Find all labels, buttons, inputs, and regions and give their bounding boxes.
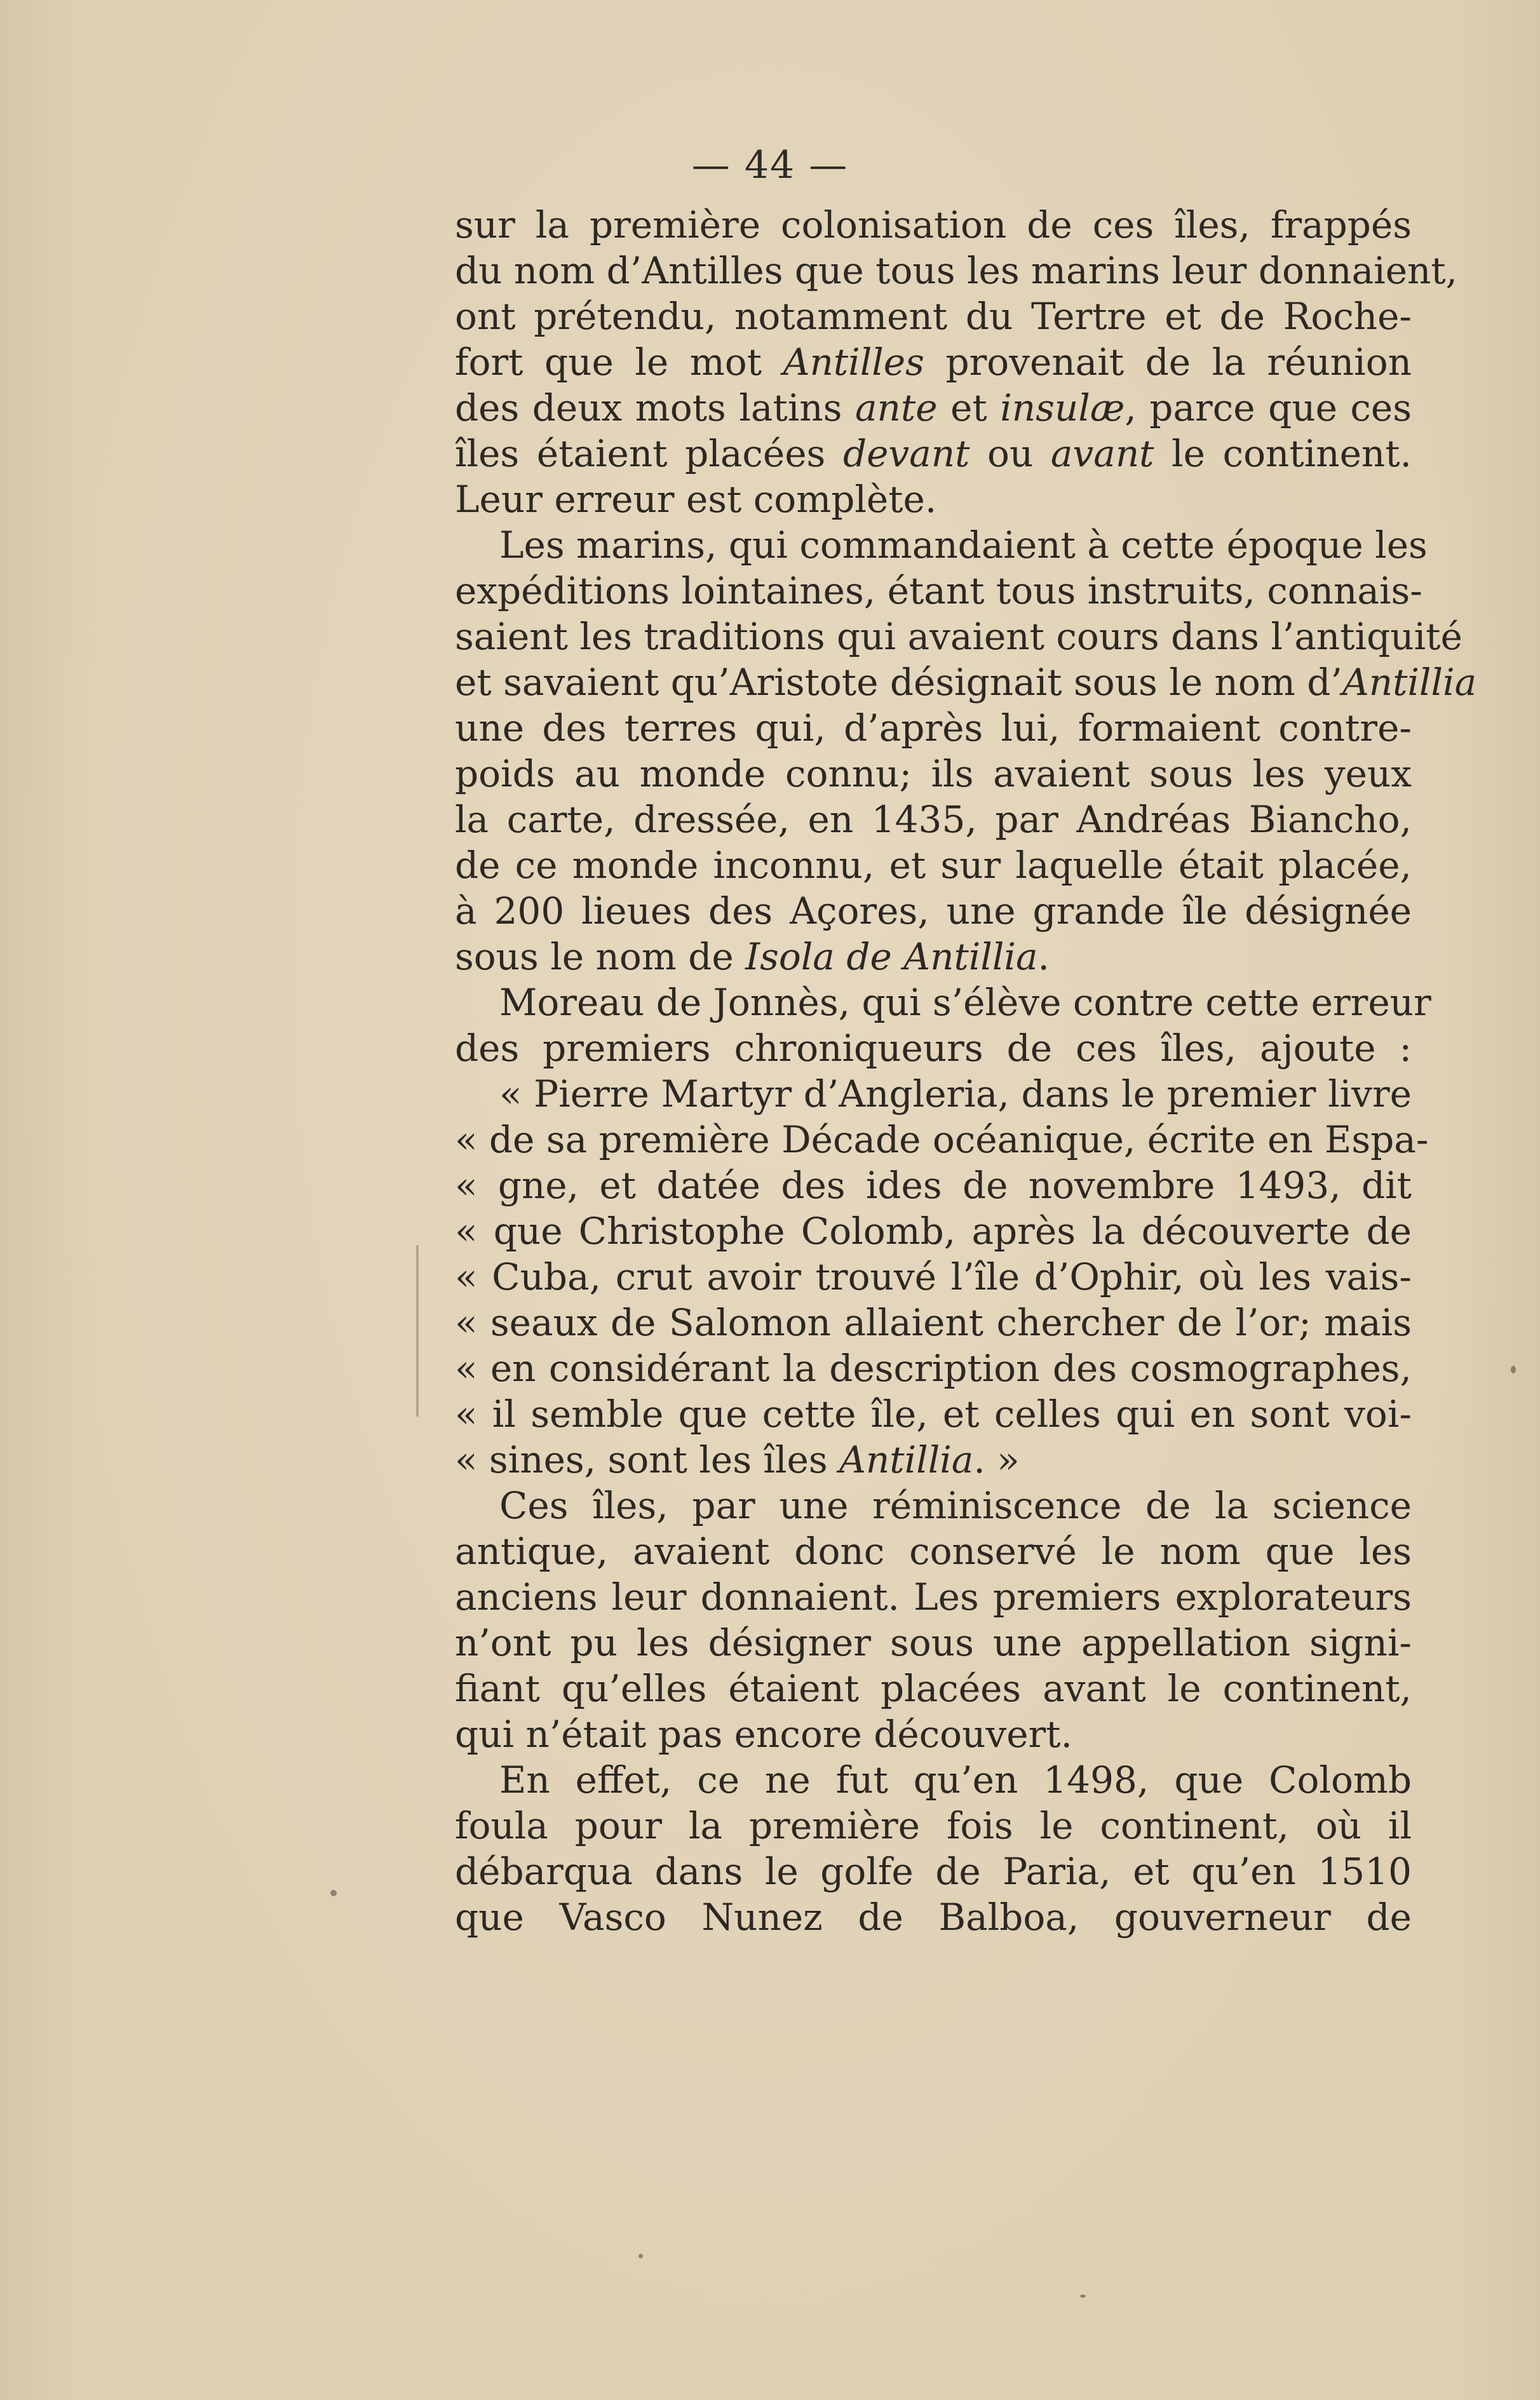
- text-line: « il semble que cette île, et celles qui en sont voi-: [455, 1392, 1412, 1436]
- text-line: débarqua dans le golfe de Paria, et qu’en 1510: [455, 1850, 1412, 1893]
- text-line: une des terres qui, d’après lui, formaient contre-: [455, 706, 1412, 750]
- text-line: Ces îles, par une réminiscence de la science: [499, 1484, 1412, 1527]
- text-line: des deux mots latins ante et insulæ, parce que ces: [455, 386, 1412, 429]
- text-line: sous le nom de Isola de Antillia.: [455, 935, 1050, 978]
- body-text: [455, 202, 1477, 1940]
- text-line: antique, avaient donc conservé le nom que les: [455, 1530, 1412, 1573]
- text-line: « seaux de Salomon allaient chercher de l’or; mais: [455, 1301, 1412, 1344]
- text-line: à 200 lieues des Açores, une grande île désignée: [455, 889, 1412, 933]
- margin-pencil-mark: [416, 1245, 419, 1417]
- text-line: « sines, sont les îles Antillia. »: [455, 1438, 1020, 1481]
- paper-speck: [1511, 1366, 1516, 1373]
- text-line: fort que le mot Antilles provenait de la réunion: [455, 340, 1412, 384]
- paper-speck: [330, 1890, 337, 1896]
- text-line: du nom d’Antilles que tous les marins leur donnaient,: [455, 249, 1458, 292]
- text-line: En effet, ce ne fut qu’en 1498, que Colomb: [499, 1758, 1412, 1802]
- text-line: îles étaient placées devant ou avant le continent.: [455, 432, 1412, 475]
- paper-speck: [638, 2254, 643, 2258]
- text-line: des premiers chroniqueurs de ces îles, ajoute :: [455, 1027, 1412, 1070]
- text-line: de ce monde inconnu, et sur laquelle était placée,: [455, 844, 1412, 887]
- text-line: expéditions lointaines, étant tous instruits, connais-: [455, 569, 1422, 612]
- text-line: Leur erreur est complète.: [455, 478, 937, 521]
- text-line: « que Christophe Colomb, après la découverte de: [455, 1210, 1412, 1253]
- text-line: ont prétendu, notamment du Tertre et de Roche-: [455, 295, 1412, 338]
- paper-speck: [1080, 2295, 1086, 2298]
- text-line: saient les traditions qui avaient cours dans l’antiquité: [455, 615, 1462, 658]
- text-line: Les marins, qui commandaient à cette époque les: [499, 523, 1428, 567]
- text-line: anciens leur donnaient. Les premiers explorateurs: [455, 1575, 1412, 1619]
- text-line: et savaient qu’Aristote désignait sous le nom d’Antillia: [455, 661, 1477, 704]
- text-line: qui n’était pas encore découvert.: [455, 1713, 1073, 1756]
- text-line: « Cuba, crut avoir trouvé l’île d’Ophir, où les vais-: [455, 1255, 1412, 1298]
- text-line: foula pour la première fois le continent, où il: [455, 1804, 1412, 1847]
- text-line: « en considérant la description des cosmographes,: [455, 1347, 1412, 1390]
- page-number: — 44 —: [691, 143, 849, 187]
- text-line: n’ont pu les désigner sous une appellation signi-: [455, 1621, 1412, 1664]
- text-line: poids au monde connu; ils avaient sous les yeux: [455, 752, 1412, 795]
- text-line: que Vasco Nunez de Balboa, gouverneur de: [455, 1896, 1412, 1939]
- text-line: « de sa première Décade océanique, écrite en Espa-: [455, 1118, 1429, 1161]
- text-line: sur la première colonisation de ces îles, frappés: [455, 203, 1412, 246]
- text-line: « Pierre Martyr d’Angleria, dans le premier livre: [499, 1072, 1412, 1116]
- text-line: Moreau de Jonnès, qui s’élève contre cette erreur: [499, 981, 1431, 1024]
- text-line: la carte, dressée, en 1435, par Andréas Biancho,: [455, 798, 1412, 841]
- text-line: « gne, et datée des ides de novembre 1493, dit: [455, 1164, 1412, 1207]
- text-line: fiant qu’elles étaient placées avant le continent,: [455, 1667, 1412, 1710]
